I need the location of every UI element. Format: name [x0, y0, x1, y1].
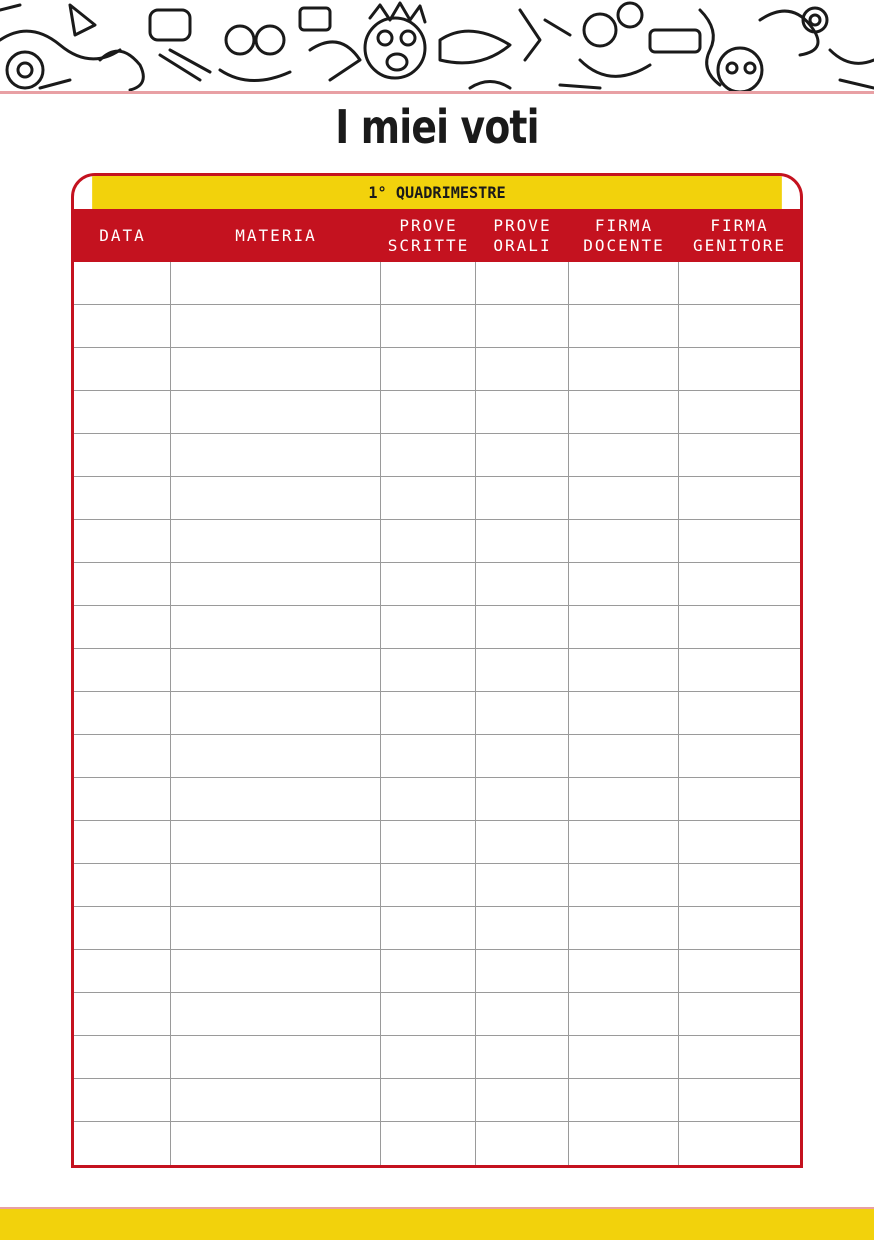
table-row	[74, 520, 800, 563]
written-grade-cell[interactable]	[381, 434, 476, 476]
table-row	[74, 778, 800, 821]
parent-signature-cell[interactable]	[679, 391, 800, 433]
subject-cell[interactable]	[171, 1079, 381, 1121]
oral-grade-cell[interactable]	[476, 1122, 569, 1165]
term-label: 1° QUADRIMESTRE	[92, 176, 782, 209]
date-cell[interactable]	[74, 477, 171, 519]
oral-grade-cell[interactable]	[476, 262, 569, 304]
date-cell[interactable]	[74, 821, 171, 863]
written-grade-cell[interactable]	[381, 1122, 476, 1165]
teacher-signature-cell[interactable]	[569, 821, 679, 863]
written-grade-cell[interactable]	[381, 563, 476, 605]
oral-grade-cell[interactable]	[476, 348, 569, 390]
column-header-parent-signature: FIRMA GENITORE	[692, 215, 787, 255]
table-row	[74, 477, 800, 520]
oral-grade-cell[interactable]	[476, 950, 569, 992]
parent-signature-cell[interactable]	[679, 1079, 800, 1121]
oral-grade-cell[interactable]	[476, 735, 569, 777]
teacher-signature-cell[interactable]	[569, 778, 679, 820]
table-row	[74, 864, 800, 907]
written-grade-cell[interactable]	[381, 606, 476, 648]
parent-signature-cell[interactable]	[679, 1122, 800, 1165]
date-cell[interactable]	[74, 864, 171, 906]
subject-cell[interactable]	[171, 563, 381, 605]
table-row	[74, 993, 800, 1036]
teacher-signature-cell[interactable]	[569, 649, 679, 691]
parent-signature-cell[interactable]	[679, 778, 800, 820]
subject-cell[interactable]	[171, 692, 381, 734]
teacher-signature-cell[interactable]	[569, 950, 679, 992]
subject-cell[interactable]	[171, 907, 381, 949]
subject-cell[interactable]	[171, 348, 381, 390]
teacher-signature-cell[interactable]	[569, 993, 679, 1035]
written-grade-cell[interactable]	[381, 262, 476, 304]
written-grade-cell[interactable]	[381, 649, 476, 691]
oral-grade-cell[interactable]	[476, 563, 569, 605]
subject-cell[interactable]	[171, 391, 381, 433]
teacher-signature-cell[interactable]	[569, 692, 679, 734]
table-row	[74, 391, 800, 434]
date-cell[interactable]	[74, 692, 171, 734]
date-cell[interactable]	[74, 993, 171, 1035]
oral-grade-cell[interactable]	[476, 1036, 569, 1078]
oral-grade-cell[interactable]	[476, 778, 569, 820]
table-row	[74, 434, 800, 477]
written-grade-cell[interactable]	[381, 305, 476, 347]
teacher-signature-cell[interactable]	[569, 348, 679, 390]
teacher-signature-cell[interactable]	[569, 563, 679, 605]
oral-grade-cell[interactable]	[476, 1079, 569, 1121]
table-row	[74, 606, 800, 649]
parent-signature-cell[interactable]	[679, 864, 800, 906]
parent-signature-cell[interactable]	[679, 606, 800, 648]
written-grade-cell[interactable]	[381, 821, 476, 863]
subject-cell[interactable]	[171, 649, 381, 691]
parent-signature-cell[interactable]	[679, 692, 800, 734]
subject-cell[interactable]	[171, 1036, 381, 1078]
parent-signature-cell[interactable]	[679, 950, 800, 992]
date-cell[interactable]	[74, 391, 171, 433]
written-grade-cell[interactable]	[381, 993, 476, 1035]
written-grade-cell[interactable]	[381, 520, 476, 562]
table-row	[74, 649, 800, 692]
column-header-oral-tests: PROVE ORALI	[493, 215, 552, 255]
table-row	[74, 1079, 800, 1122]
parent-signature-cell[interactable]	[679, 477, 800, 519]
parent-signature-cell[interactable]	[679, 305, 800, 347]
subject-cell[interactable]	[171, 520, 381, 562]
parent-signature-cell[interactable]	[679, 348, 800, 390]
subject-cell[interactable]	[171, 606, 381, 648]
oral-grade-cell[interactable]	[476, 434, 569, 476]
teacher-signature-cell[interactable]	[569, 735, 679, 777]
parent-signature-cell[interactable]	[679, 649, 800, 691]
parent-signature-cell[interactable]	[679, 993, 800, 1035]
oral-grade-cell[interactable]	[476, 993, 569, 1035]
date-cell[interactable]	[74, 1079, 171, 1121]
table-row	[74, 735, 800, 778]
table-row	[74, 907, 800, 950]
subject-cell[interactable]	[171, 477, 381, 519]
written-grade-cell[interactable]	[381, 907, 476, 949]
oral-grade-cell[interactable]	[476, 864, 569, 906]
oral-grade-cell[interactable]	[476, 477, 569, 519]
table-row	[74, 821, 800, 864]
date-cell[interactable]	[74, 950, 171, 992]
table-row	[74, 563, 800, 606]
date-cell[interactable]	[74, 348, 171, 390]
parent-signature-cell[interactable]	[679, 735, 800, 777]
written-grade-cell[interactable]	[381, 864, 476, 906]
date-cell[interactable]	[74, 305, 171, 347]
subject-cell[interactable]	[171, 993, 381, 1035]
grades-table	[71, 173, 803, 1168]
teacher-signature-cell[interactable]	[569, 1122, 679, 1165]
oral-grade-cell[interactable]	[476, 649, 569, 691]
written-grade-cell[interactable]	[381, 1079, 476, 1121]
table-row	[74, 950, 800, 993]
date-cell[interactable]	[74, 262, 171, 304]
parent-signature-cell[interactable]	[679, 434, 800, 476]
table-row	[74, 1122, 800, 1165]
parent-signature-cell[interactable]	[679, 1036, 800, 1078]
table-body	[74, 262, 800, 1165]
written-grade-cell[interactable]	[381, 391, 476, 433]
teacher-signature-cell[interactable]	[569, 477, 679, 519]
teacher-signature-cell[interactable]	[569, 520, 679, 562]
page-title: I miei voti	[335, 100, 539, 154]
date-cell[interactable]	[74, 1122, 171, 1165]
table-row	[74, 692, 800, 735]
date-cell[interactable]	[74, 1036, 171, 1078]
oral-grade-cell[interactable]	[476, 821, 569, 863]
oral-grade-cell[interactable]	[476, 907, 569, 949]
teacher-signature-cell[interactable]	[569, 434, 679, 476]
doodle-header-illustration	[0, 0, 874, 92]
column-header-teacher-signature: FIRMA DOCENTE	[583, 215, 665, 255]
teacher-signature-cell[interactable]	[569, 1036, 679, 1078]
subject-cell[interactable]	[171, 262, 381, 304]
written-grade-cell[interactable]	[381, 778, 476, 820]
table-row	[74, 348, 800, 391]
column-header-written-tests: PROVE SCRITTE	[387, 215, 470, 255]
written-grade-cell[interactable]	[381, 477, 476, 519]
teacher-signature-cell[interactable]	[569, 305, 679, 347]
date-cell[interactable]	[74, 434, 171, 476]
date-cell[interactable]	[74, 606, 171, 648]
date-cell[interactable]	[74, 778, 171, 820]
parent-signature-cell[interactable]	[679, 821, 800, 863]
table-row	[74, 305, 800, 348]
footer-band	[0, 1207, 874, 1240]
parent-signature-cell[interactable]	[679, 907, 800, 949]
teacher-signature-cell[interactable]	[569, 391, 679, 433]
subject-cell[interactable]	[171, 1122, 381, 1165]
written-grade-cell[interactable]	[381, 348, 476, 390]
table-row	[74, 262, 800, 305]
table-header-row	[74, 209, 800, 262]
subject-cell[interactable]	[171, 735, 381, 777]
teacher-signature-cell[interactable]	[569, 1079, 679, 1121]
written-grade-cell[interactable]	[381, 1036, 476, 1078]
parent-signature-cell[interactable]	[679, 262, 800, 304]
date-cell[interactable]	[74, 520, 171, 562]
subject-cell[interactable]	[171, 434, 381, 476]
subject-cell[interactable]	[171, 305, 381, 347]
header-divider	[0, 91, 874, 94]
parent-signature-cell[interactable]	[679, 563, 800, 605]
oral-grade-cell[interactable]	[476, 520, 569, 562]
teacher-signature-cell[interactable]	[569, 864, 679, 906]
date-cell[interactable]	[74, 649, 171, 691]
written-grade-cell[interactable]	[381, 735, 476, 777]
oral-grade-cell[interactable]	[476, 305, 569, 347]
table-row	[74, 1036, 800, 1079]
oral-grade-cell[interactable]	[476, 692, 569, 734]
date-cell[interactable]	[74, 735, 171, 777]
written-grade-cell[interactable]	[381, 692, 476, 734]
column-header-date: DATA	[99, 225, 146, 245]
date-cell[interactable]	[74, 907, 171, 949]
teacher-signature-cell[interactable]	[569, 606, 679, 648]
subject-cell[interactable]	[171, 864, 381, 906]
oral-grade-cell[interactable]	[476, 391, 569, 433]
written-grade-cell[interactable]	[381, 950, 476, 992]
oral-grade-cell[interactable]	[476, 606, 569, 648]
subject-cell[interactable]	[171, 950, 381, 992]
teacher-signature-cell[interactable]	[569, 907, 679, 949]
column-header-subject: MATERIA	[235, 225, 317, 245]
date-cell[interactable]	[74, 563, 171, 605]
subject-cell[interactable]	[171, 821, 381, 863]
subject-cell[interactable]	[171, 778, 381, 820]
teacher-signature-cell[interactable]	[569, 262, 679, 304]
parent-signature-cell[interactable]	[679, 520, 800, 562]
